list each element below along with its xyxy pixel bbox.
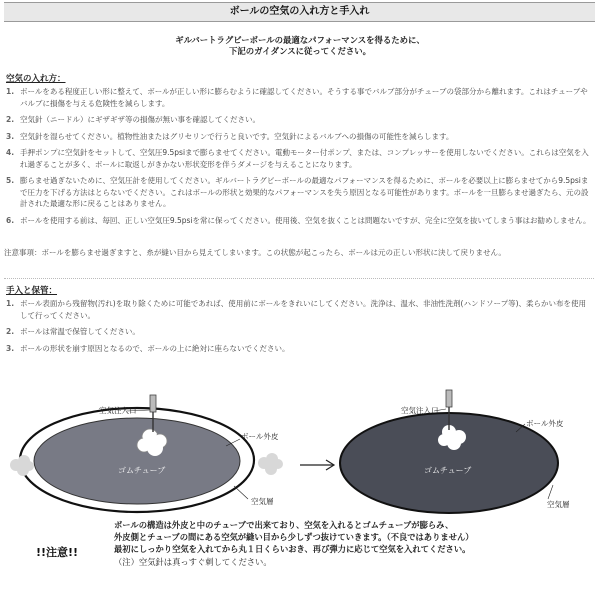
inflation-heading: 空気の入れ方： [6, 74, 66, 84]
right-side-puff-icon [258, 453, 283, 475]
item-number: 3. [6, 131, 15, 141]
care-heading: 手入と保管： [6, 286, 58, 296]
left-ball [10, 395, 283, 512]
item-number: 3. [6, 343, 15, 353]
right-shell-label: ボール外皮 [526, 419, 564, 428]
item-text: ボールをある程度正しい形に整えて、ボールが正しい形に膨らむように確認してください。そうする事でバルブ部分がチューブの袋部分から離れます。これはチューブやバルブに損傷を与える危険性を減らします。 [20, 87, 588, 108]
item-text: ボール表面から残留物(汚れ)を取り除くために可能であれば、使用前にボールをきれいにしてください。洗浄は、温水、非油性洗剤(ハンドソープ等)、柔らかい布を使用して行ってください。 [20, 299, 587, 320]
right-tube-label: ゴムチューブ [424, 466, 472, 475]
item-text: 空気針（ニードル）にギザギザ等の損傷が無い事を確認してください。 [20, 115, 260, 124]
item-number: 1. [6, 87, 15, 96]
left-air-label: 空気層 [251, 497, 274, 506]
item-text: ボールを使用する前は、毎回、正しい空気圧9.5psiを常に保ってください。使用後、空気を抜くことは問題ないですが、完全に空気を抜いてしまう事はお勧めしません。 [20, 215, 591, 225]
footer-line: 最初にしっかり空気を入れてから丸１日くらいおき、再び弾力に応じて空気を入れてください。 [114, 544, 471, 555]
left-inlet-label: 空気注入口 [99, 406, 137, 415]
item-number: 6. [6, 215, 15, 225]
left-rubber-tube [34, 418, 240, 504]
footer-line: ボールの構造は外皮と中のチューブで出来ており、空気を入れるとゴムチューブが膨らみ、 [114, 520, 454, 530]
item-text: 手押ポンプに空気針をセットして、空気圧9.5psiまで膨らませてください。電動モーター付ポンプ、または、コンプレッサーを使用しないでください。これらは空気を入れ過ぎることが多く、ボールに取返しがきかない形状変形を伴うダメージを与えることになります。 [20, 148, 589, 169]
right-air-label: 空気層 [547, 500, 570, 509]
intro-line: ギルバートラグビーボールの最適なパフォーマンスを得るために、 [175, 35, 425, 45]
item-text: ボールは常温で保管してください。 [20, 327, 140, 336]
attention-label: !!注意!! [36, 546, 79, 559]
item-number: 2. [6, 115, 15, 124]
right-inlet-label: 空気注入口 [401, 406, 439, 415]
left-tube-label: ゴムチューブ [118, 466, 166, 475]
page-title: ボールの空気の入れ方と手入れ [4, 2, 595, 22]
left-shell-label: ボール外皮 [241, 432, 279, 441]
intro-line: 下記のガイダンスに従ってください。 [229, 46, 371, 56]
item-text: 空気針を湿らせてください。植物性油またはグリセリンで行うと良いです。空気針によるバルブへの損傷の可能性を減らします。 [20, 131, 454, 141]
footer-line: 外皮側とチューブの間にある空気が縫い目から少しずつ抜けていきます。（不良ではありません） [114, 532, 474, 543]
item-number: 5. [6, 176, 15, 185]
item-text: 膨らませ過ぎないために、空気圧計を使用してください。ギルバートラグビーボールの最適なパフォーマンスを得るために、ボールを必要以上に膨らませてから9.5psiまで圧力を下げる方法はとらないでください。これはボールの形状と効果的なパフォーマンスを失う原因となる可能性があります。ボールを一旦膨らませ過ぎたら、元の設計された最適な形に戻ることはありません。 [20, 176, 589, 208]
item-number: 4. [6, 148, 15, 157]
caution-note: 注意事項：ボールを膨らませ過ぎますと、糸が縫い目から見えてしまいます。この状態が起こったら、ボールは元の正しい形状に決して戻りません。 [4, 248, 506, 257]
item-number: 2. [6, 327, 15, 336]
item-number: 1. [6, 299, 15, 308]
arrow-icon [300, 460, 334, 470]
structure-explanation [114, 519, 598, 568]
footer-note: （注）空気針は真っすぐ刺してください。 [114, 556, 272, 567]
item-text: ボールの形状を崩す原因となるので、ボールの上に絶対に座らないでください。 [20, 343, 290, 353]
right-ball [340, 390, 570, 513]
